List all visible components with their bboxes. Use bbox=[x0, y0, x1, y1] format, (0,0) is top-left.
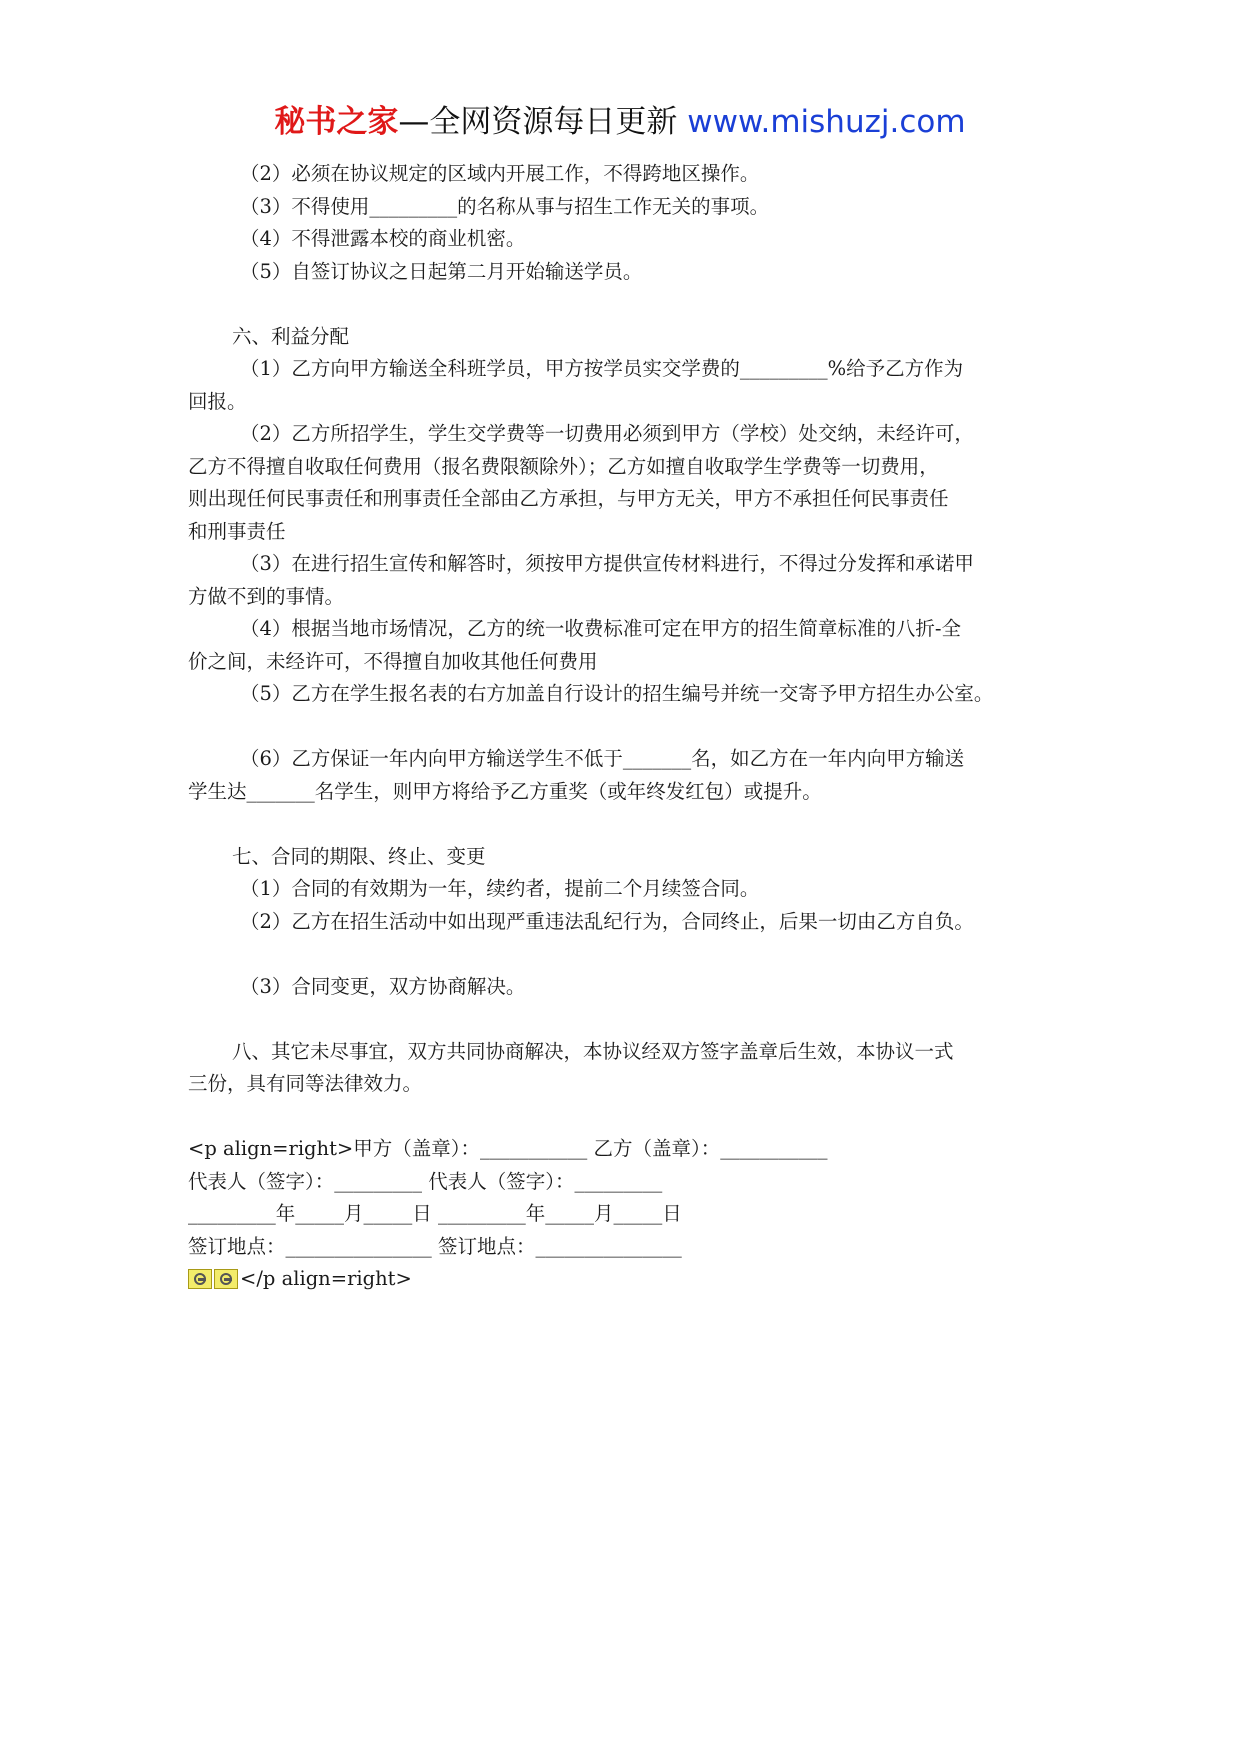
signature-party-line: <p align=right>甲方（盖章）：___________ 乙方（盖章）：___________ bbox=[188, 1137, 828, 1160]
clause-6-4-line-1: （4）根据当地市场情况，乙方的统一收费标准可定在甲方的招生简章标准的八折-全 bbox=[240, 617, 961, 640]
clause-6-2-line-2: 乙方不得擅自收取任何费用（报名费限额除外）；乙方如擅自收取学生学费等一切费用， bbox=[188, 454, 939, 478]
emoticon-group bbox=[188, 1267, 240, 1300]
document-body bbox=[188, 158, 1068, 1300]
section-6-heading: 六、利益分配 bbox=[232, 324, 350, 348]
brand-name: 秘书之家 bbox=[274, 104, 399, 140]
smiley-icon bbox=[214, 1269, 238, 1289]
clause-6-1-line-2: 回报。 bbox=[188, 389, 247, 413]
clause-6-5: （5）乙方在学生报名表的右方加盖自行设计的招生编号并统一交寄予甲方招生办公室。 bbox=[240, 682, 994, 705]
section-8-line-1: 八、其它未尽事宜，双方共同协商解决，本协议经双方签字盖章后生效，本协议一式 bbox=[232, 1039, 954, 1063]
closing-line bbox=[188, 1263, 1068, 1300]
clause-6-3-line-1: （3）在进行招生宣传和解答时，须按甲方提供宣传材料进行，不得过分发挥和承诺甲 bbox=[240, 552, 974, 575]
section-7-heading: 七、合同的期限、终止、变更 bbox=[232, 844, 486, 868]
spacer bbox=[188, 711, 1068, 744]
spacer bbox=[188, 938, 1068, 971]
banner-slogan: —全网资源每日更新 bbox=[398, 104, 678, 140]
clause-5-5: （5）自签订协议之日起第二月开始输送学员。 bbox=[240, 259, 643, 283]
spacer bbox=[188, 288, 1068, 321]
clause-7-1: （1）合同的有效期为一年，续约者，提前二个月续签合同。 bbox=[240, 877, 760, 900]
clause-5-3: （3）不得使用_________的名称从事与招生工作无关的事项。 bbox=[240, 194, 770, 218]
spacer bbox=[188, 808, 1068, 841]
clause-6-2-line-1: （2）乙方所招学生，学生交学费等一切费用必须到甲方（学校）处交纳，未经许可， bbox=[240, 422, 974, 445]
signature-representative-line: 代表人（签字）：_________ 代表人（签字）：_________ bbox=[188, 1169, 663, 1193]
smiley-icon bbox=[188, 1269, 212, 1289]
signature-date-line: _________年_____月_____日 _________年_____月_____日 bbox=[188, 1202, 682, 1225]
clause-6-6-line-1: （6）乙方保证一年内向甲方输送学生不低于_______名，如乙方在一年内向甲方输送 bbox=[240, 747, 965, 770]
clause-7-2: （2）乙方在招生活动中如出现严重违法乱纪行为，合同终止，后果一切由乙方自负。 bbox=[240, 909, 974, 933]
signature-place-line: 签订地点：_______________ 签订地点：_______________ bbox=[188, 1234, 682, 1258]
clause-6-2-line-4: 和刑事责任 bbox=[188, 519, 286, 543]
banner-url[interactable]: www.mishuzj.com bbox=[677, 104, 966, 140]
clause-6-2-line-3: 则出现任何民事责任和刑事责任全部由乙方承担，与甲方无关，甲方不承担任何民事责任 bbox=[188, 487, 949, 510]
clause-6-3-line-2: 方做不到的事情。 bbox=[188, 584, 345, 608]
clause-6-6-line-2: 学生达_______名学生，则甲方将给予乙方重奖（或年终发红包）或提升。 bbox=[188, 779, 822, 803]
spacer bbox=[188, 1003, 1068, 1036]
clause-7-3: （3）合同变更，双方协商解决。 bbox=[240, 974, 526, 998]
closing-tag-text: </p align=right> bbox=[240, 1267, 412, 1290]
clause-5-2: （2）必须在协议规定的区域内开展工作，不得跨地区操作。 bbox=[240, 162, 760, 185]
section-8-line-2: 三份，具有同等法律效力。 bbox=[188, 1072, 423, 1095]
clause-5-4: （4）不得泄露本校的商业机密。 bbox=[240, 227, 526, 250]
clause-6-1-line-1: （1）乙方向甲方输送全科班学员，甲方按学员实交学费的_________%给予乙方作为 bbox=[240, 357, 964, 380]
spacer bbox=[188, 1101, 1068, 1134]
clause-6-4-line-2: 价之间，未经许可，不得擅自加收其他任何费用 bbox=[188, 649, 598, 673]
header-banner bbox=[0, 100, 1240, 144]
